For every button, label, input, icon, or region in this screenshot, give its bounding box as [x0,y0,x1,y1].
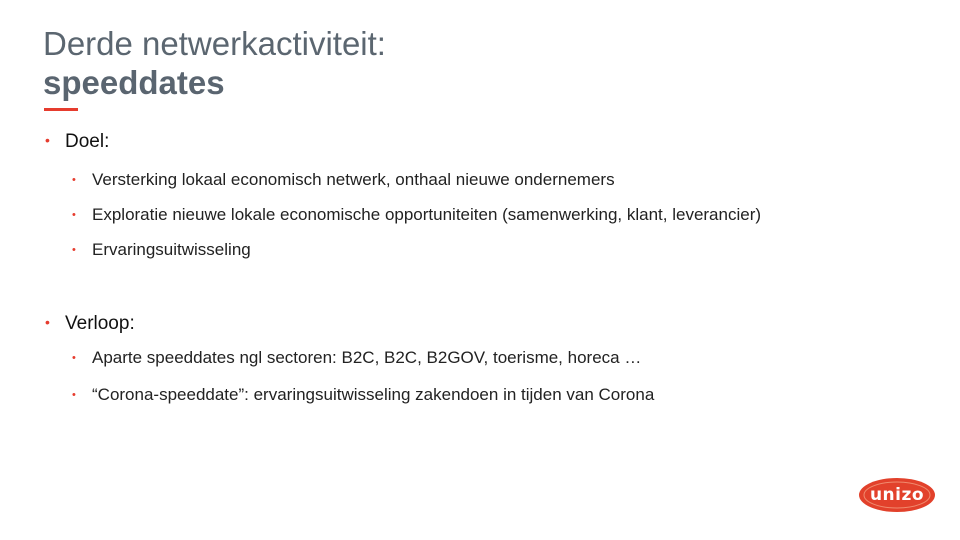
list-item [72,205,761,225]
bullet-icon: • [72,389,76,401]
list-item-text: Aparte speeddates ngl sectoren: B2C, B2C, B2GOV, toerisme, horeca … [92,348,642,367]
list-item-text: Exploratie nieuwe lokale economische opportuniteiten (samenwerking, klant, leverancier) [92,205,762,224]
title-line-2: speeddates [43,64,225,101]
list-item [72,170,615,190]
title-line-1: Derde netwerkactiviteit: [43,25,386,62]
bullet-icon: • [72,209,76,221]
list-item [72,240,251,260]
bullet-icon: • [72,244,76,256]
bullet-icon: • [45,314,50,330]
section-verloop [45,313,135,335]
bullet-icon: • [72,352,76,364]
bullet-icon: • [45,132,50,148]
list-item-text: Versterking lokaal economisch netwerk, onthaal nieuwe ondernemers [92,170,615,189]
logo-text: unizo [869,485,925,505]
section-label: Verloop: [65,313,135,334]
unizo-logo [858,477,936,513]
list-item-text: “Corona-speeddate”: ervaringsuitwisseling zakendoen in tijden van Corona [92,385,655,404]
list-item [72,348,641,368]
section-label: Doel: [65,131,110,152]
bullet-icon: • [72,174,76,186]
list-item [72,385,654,405]
section-doel [45,131,109,153]
list-item-text: Ervaringsuitwisseling [92,240,251,259]
